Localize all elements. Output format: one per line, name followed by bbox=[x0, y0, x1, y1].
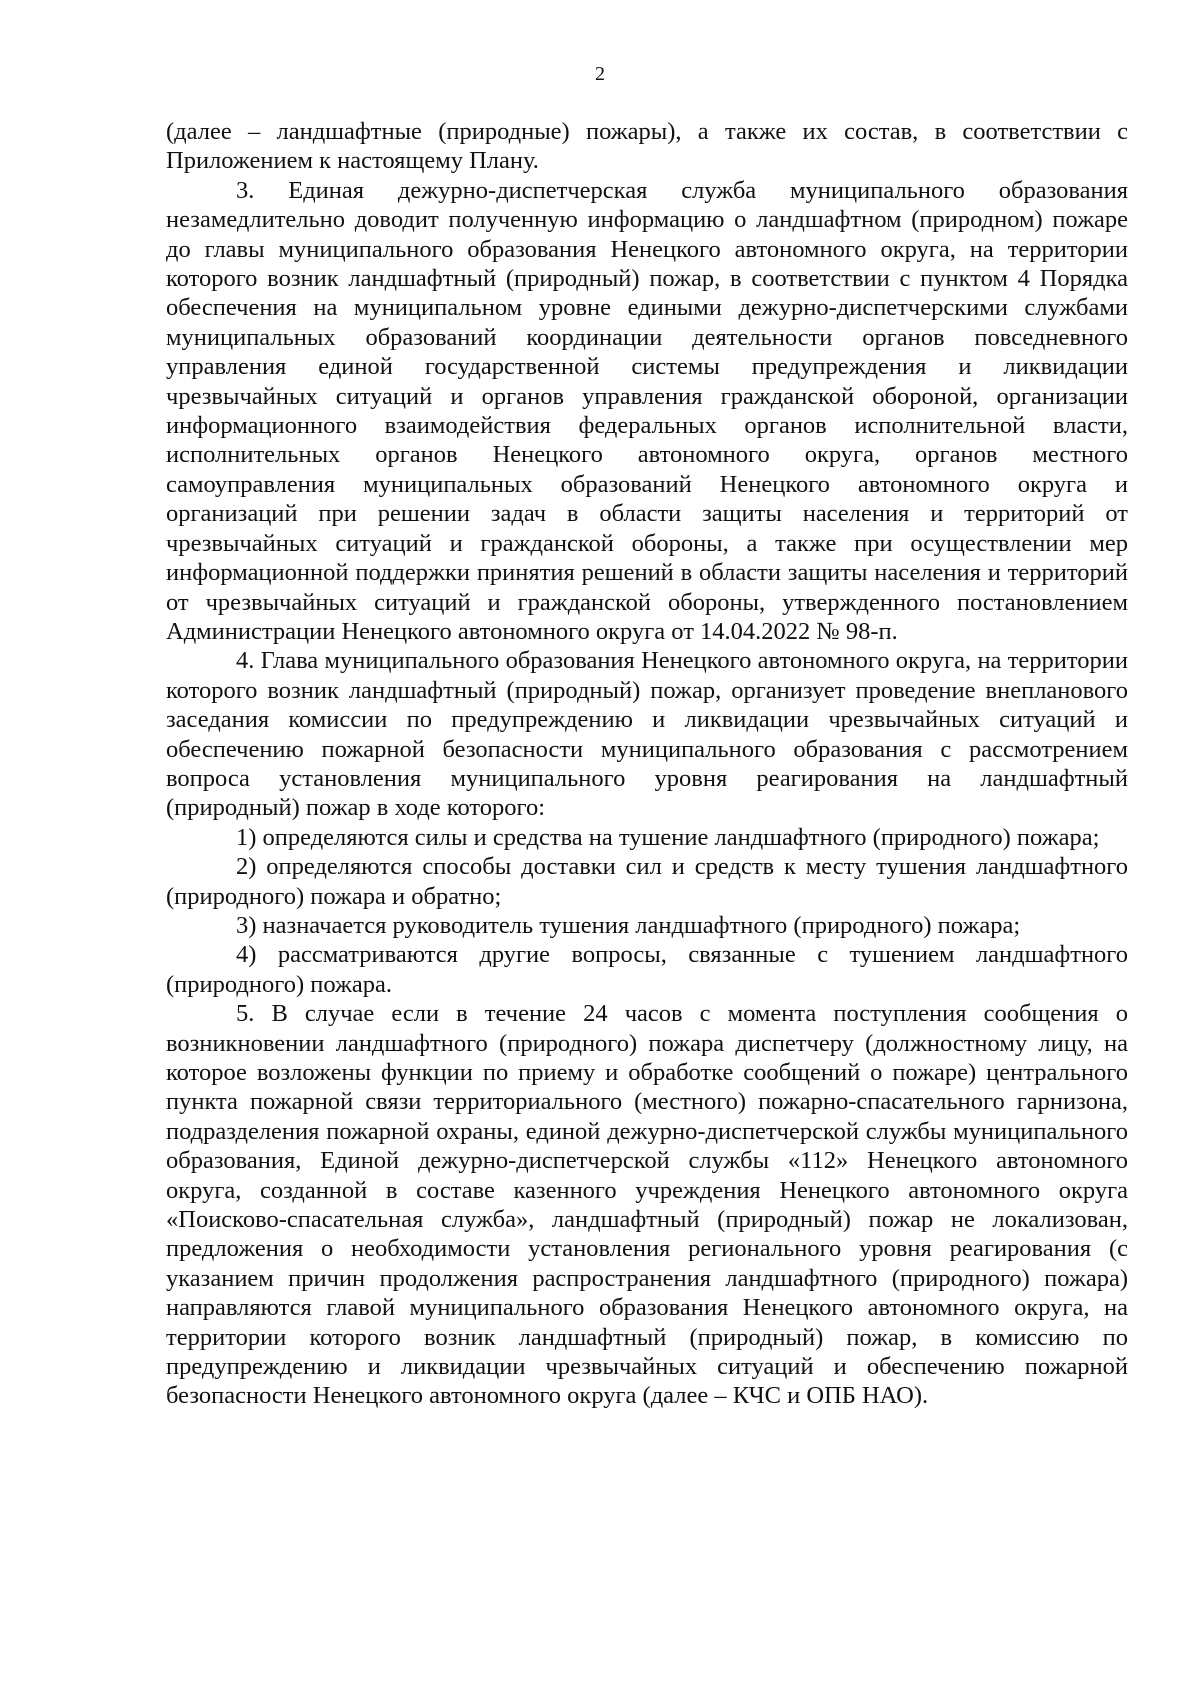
subitem-4: 4) рассматриваются другие вопросы, связанные с тушением ландшафтного (природного) пожара. bbox=[166, 941, 1128, 998]
paragraph-item-3: 3. Единая дежурно-диспетчерская служба муниципального образования незамедлительно доводит полученную информацию о ландшафтном (природном) пожаре до главы муниципального образования Ненецкого автономного округа, на территории которого возник ландшафтный (природный) пожар, в соответствии с пунктом 4 Порядка обеспечения на муниципальном уровне едиными дежурно-диспетчерскими службами муниципальных образований координации деятельности органов повседневного управления единой государственной системы предупреждения и ликвидации чрезвычайных ситуаций и органов управления гражданской обороной, организации информационного взаимодействия федеральных органов исполнительной власти, исполнительных органов Ненецкого автономного округа, органов местного самоуправления муниципальных образований Ненецкого автономного округа и организаций при решении задач в области защиты населения и территорий от чрезвычайных ситуаций и гражданской обороны, а также при осуществлении мер информационной поддержки принятия решений в области защиты населения и территорий от чрезвычайных ситуаций и гражданской обороны, утвержденного постановлением Администрации Ненецкого автономного округа от 14.04.2022 № 98-п. bbox=[166, 176, 1128, 645]
document-body bbox=[166, 117, 1128, 1411]
paragraph-continuation: (далее – ландшафтные (природные) пожары), а также их состав, в соответствии с Приложением к настоящему Плану. bbox=[166, 118, 1128, 175]
paragraph-item-5: 5. В случае если в течение 24 часов с момента поступления сообщения о возникновении ландшафтного (природного) пожара диспетчеру (должностному лицу, на которое возложены функции по приему и обработке сообщений о пожаре) центрального пункта пожарной связи территориального (местного) пожарно-спасательного гарнизона, подразделения пожарной охраны, единой дежурно-диспетчерской службы муниципального образования, Единой дежурно-диспетчерской службы «112» Ненецкого автономного округа, созданной в составе казенного учреждения Ненецкого автономного округа «Поисково-спасательная служба», ландшафтный (природный) пожар не локализован, предложения о необходимости установления регионального уровня реагирования (с указанием причин продолжения распространения ландшафтного (природного) пожара) направляются главой муниципального образования Ненецкого автономного округа, на территории которого возник ландшафтный (природный) пожар, в комиссию по предупреждению и ликвидации чрезвычайных ситуаций и обеспечению пожарной безопасности Ненецкого автономного округа (далее – КЧС и ОПБ НАО). bbox=[166, 1000, 1128, 1410]
page-number: 2 bbox=[595, 63, 605, 85]
subitem-2: 2) определяются способы доставки сил и средств к месту тушения ландшафтного (природного) пожара и обратно; bbox=[166, 853, 1128, 910]
subitem-3: 3) назначается руководитель тушения ландшафтного (природного) пожара; bbox=[236, 911, 1021, 939]
subitem-1: 1) определяются силы и средства на тушение ландшафтного (природного) пожара; bbox=[236, 823, 1100, 851]
paragraph-item-4: 4. Глава муниципального образования Ненецкого автономного округа, на территории которого возник ландшафтный (природный) пожар, организует проведение внепланового заседания комиссии по предупреждению и ликвидации чрезвычайных ситуаций и обеспечению пожарной безопасности муниципального образования с рассмотрением вопроса установления муниципального уровня реагирования на ландшафтный (природный) пожар в ходе которого: bbox=[166, 647, 1128, 822]
